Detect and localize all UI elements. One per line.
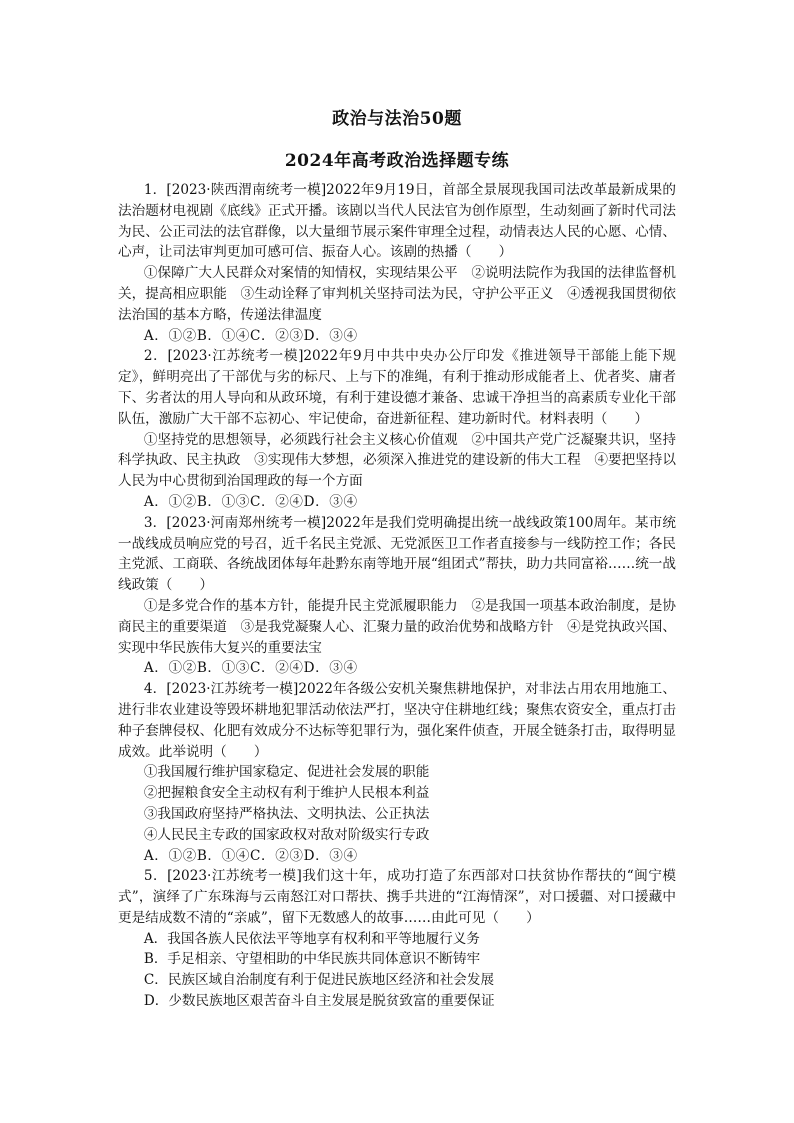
question-stem: 3．[2023·河南郑州统考一模]2022年是我们党明确提出统一战线政策100周年。某市统一战线成员响应党的号召，近千名民主党派、无党派医卫工作者直接参与一线防控工作；各民主党派、工商联、各统战团体每年赴黔东南等地开展“组团式”帮扶，助力共同富裕……统一战线政策（ ） [118, 514, 676, 594]
question-stem: 5．[2023·江苏统考一模]我们这十年，成功打造了东西部对口扶贫协作帮扶的“闽宁模式”，演绎了广东珠海与云南怒江对口帮扶、携手共进的“江海情深”，对口援疆、对口援藏中更是结成数不清的“亲戚”，留下无数感人的故事……由此可见（ ） [118, 868, 676, 926]
question-4 [118, 679, 676, 866]
choice-c: C．民族区域自治制度有利于促进民族地区经济和社会发展 [143, 972, 495, 989]
answer-choices: A．①②B．①④C．②③D．③④ [143, 327, 358, 344]
choice-b: B．手足相亲、守望相助的中华民族共同体意识不断铸牢 [143, 951, 481, 968]
question-5 [118, 866, 676, 1012]
question-options: ①坚持党的思想领导，必须践行社会主义核心价值观 ②中国共产党广泛凝聚共识，坚持科学执政、民主执政 ③实现伟大梦想，必须深入推进党的建设新的伟大工程 ④要把坚持以人民为中心贯彻到治国理政的每一个方面 [118, 431, 676, 490]
option-line: ①我国履行维护国家稳定、促进社会发展的职能 [143, 764, 430, 781]
option-line: ②把握粮食安全主动权有利于维护人民根本利益 [143, 785, 430, 802]
question-list [118, 180, 676, 1012]
answer-choices: A．①②B．①③C．②④D．③④ [143, 660, 358, 677]
question-1 [118, 180, 676, 346]
choice-a: A．我国各族人民依法平等地享有权利和平等地履行义务 [143, 930, 480, 947]
question-2 [118, 346, 676, 512]
question-3 [118, 513, 676, 679]
answer-choices: A．①②B．①③C．②④D．③④ [143, 493, 358, 510]
question-options: ①保障广大人民群众对案情的知情权，实现结果公平 ②说明法院作为我国的法律监督机关，提高相应职能 ③生动诠释了审判机关坚持司法为民，守护公平正义 ④透视我国贯彻依法治国的基本方略，传递法律温度 [118, 265, 676, 323]
document-subtitle: 2024年高考政治选择题专练 [284, 151, 510, 171]
question-stem: 2．[2023·江苏统考一模]2022年9月中共中央办公厅印发《推进领导干部能上能下规定》，鲜明亮出了干部优与劣的标尺、上与下的准绳，有利于推动形成能者上、优者奖、庸者下、劣者汰的用人导向和从政环境，有利于建设德才兼备、忠诚干净担当的高素质专业化干部队伍，激励广大干部不忘初心、牢记使命，奋进新征程、建功新时代。材料表明（ ） [118, 348, 676, 427]
question-options: ①是多党合作的基本方针，能提升民主党派履职能力 ②是我国一项基本政治制度，是协商民主的重要渠道 ③是我党凝聚人心、汇聚力量的政治优势和战略方针 ④是党执政兴国、实现中华民族伟大复兴的重要法宝 [118, 597, 676, 656]
answer-choices: A．①②B．①④C．②③D．③④ [143, 847, 358, 864]
choice-d: D．少数民族地区艰苦奋斗自主发展是脱贫致富的重要保证 [143, 993, 495, 1010]
question-stem: 1．[2023·陕西渭南统考一模]2022年9月19日，首部全景展现我国司法改革最新成果的法治题材电视剧《底线》正式开播。该剧以当代人民法官为创作原型，生动刻画了新时代司法为民、公正司法的法官群像，以大量细节展示案件审理全过程，动情表达人民的心愿、心情、心声，让司法审判更加可感可信、振奋人心。该剧的热播（ ） [118, 182, 676, 261]
document-title: 政治与法治50题 [332, 109, 462, 129]
question-stem: 4．[2023·江苏统考一模]2022年各级公安机关聚焦耕地保护，对非法占用农用地施工、进行非农业建设等毁坏耕地犯罪活动依法严打，坚决守住耕地红线；聚焦农资安全，重点打击种子套牌侵权、化肥有效成分不达标等犯罪行为，强化案件侦查，开展全链条打击，取得明显成效。此举说明（ ） [118, 681, 676, 760]
option-line: ④人民民主专政的国家政权对敌对阶级实行专政 [143, 826, 430, 843]
option-line: ③我国政府坚持严格执法、文明执法、公正执法 [143, 805, 430, 822]
